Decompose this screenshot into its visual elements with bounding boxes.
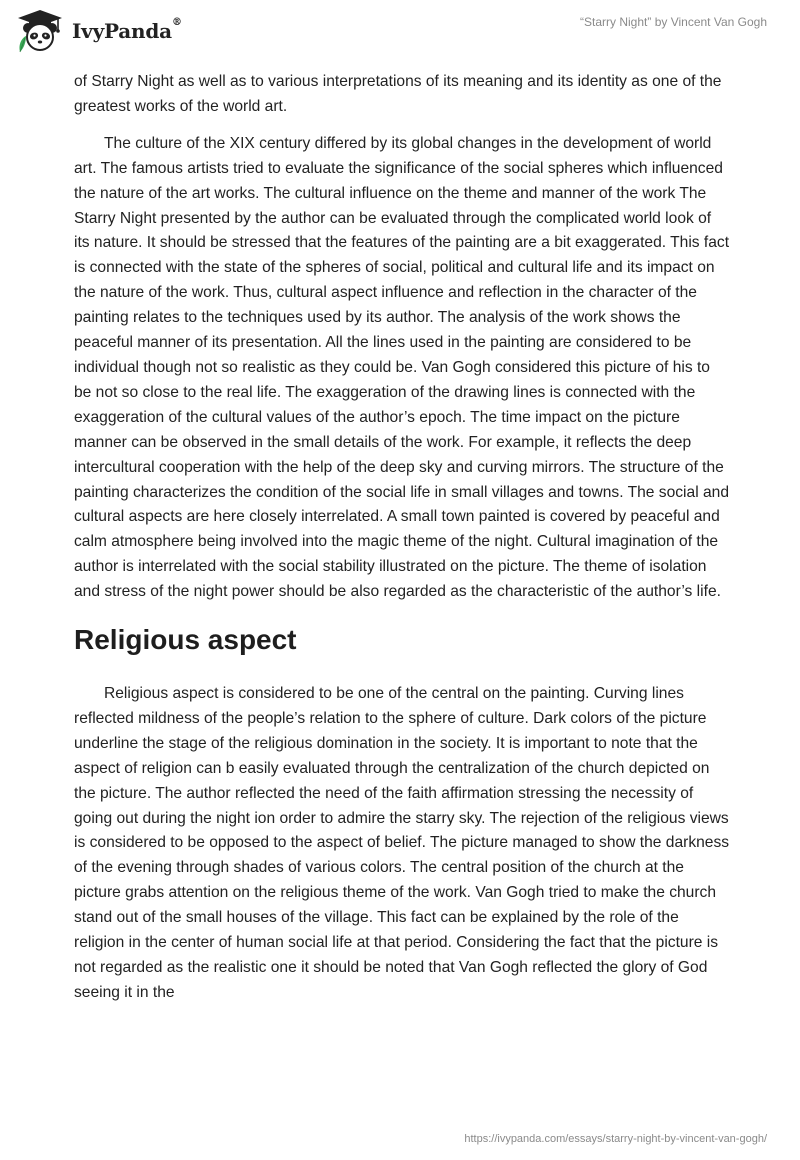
source-url[interactable]: https://ivypanda.com/essays/starry-night-by-vincent-van-gogh/ — [464, 1133, 767, 1145]
section-heading-religious: Religious aspect — [74, 624, 297, 656]
intro-paragraph: of Starry Night as well as to various interpretations of its meaning and its identity as one of the greatest works of the world art. — [74, 73, 722, 115]
cultural-paragraph: The culture of the XIX century differed by its global changes in the development of world art. The famous artists tried to evaluate the significance of the social spheres which influenced the nature of the art works. The cultural influence on the theme and manner of the work The Starry Night presented by the author can be evaluated through the complicated world look of its nature. It should be stressed that the features of the painting are a bit exaggerated. This fact is connected with the state of the spheres of social, political and cultural life and its impact on the nature of the work. Thus, cultural aspect influence and reflection in the character of the painting relates to the techniques used by its author. The analysis of the work shows the peaceful manner of its presentation. All the lines used in the painting are considered to be individual though not so realistic as they could be. Van Gogh considered this picture of his to be not so close to the real life. The exaggeration of the drawing lines is connected with the exaggeration of the cultural values of the author’s epoch. The time impact on the picture manner can be observed in the small details of the work. For example, it reflects the deep intercultural cooperation with the help of the deep sky and curving mirrors. The structure of the painting characterizes the condition of the social life in small villages and towns. The social and cultural aspects are here closely interrelated. A small town painted is covered by peaceful and calm atmosphere being involved into the magic theme of the night. Cultural imagination of the author is interrelated with the social stability illustrated on the picture. The theme of isolation and stress of the night power should be also regarded as the characteristic of the author’s life. — [74, 134, 730, 601]
registered-mark: ® — [171, 17, 182, 28]
brand-label: IvyPanda — [72, 19, 172, 43]
document-title: “Starry Night” by Vincent Van Gogh — [580, 15, 767, 29]
essay-body — [74, 70, 730, 1006]
ivypanda-logo[interactable] — [14, 8, 182, 54]
page-header — [0, 0, 800, 66]
panda-graduation-cap-icon — [14, 8, 66, 54]
brand-name — [72, 19, 182, 43]
religious-paragraph: Religious aspect is considered to be one of the central on the painting. Curving lines reflected mildness of the people’s relation to the sphere of culture. Dark colors of the picture underline the stage of the religious domination in the society. It is important to note that the aspect of religion can b easily evaluated through the centralization of the church depicted on the picture. The author reflected the need of the faith affirmation stressing the necessity of going out during the night ion order to admire the starry sky. The rejection of the religious views is considered to be opposed to the aspect of belief. The picture managed to show the darkness of the evening through shades of various colors. The central position of the church at the picture grabs attention on the religious theme of the work. Van Gogh tried to make the church stand out of the small houses of the village. This fact can be explained by the role of the religion in the center of human social life at that period. Considering the fact that the picture is not regarded as the realistic one it should be noted that Van Gogh reflected the glory of God seeing it in the — [74, 685, 730, 1001]
